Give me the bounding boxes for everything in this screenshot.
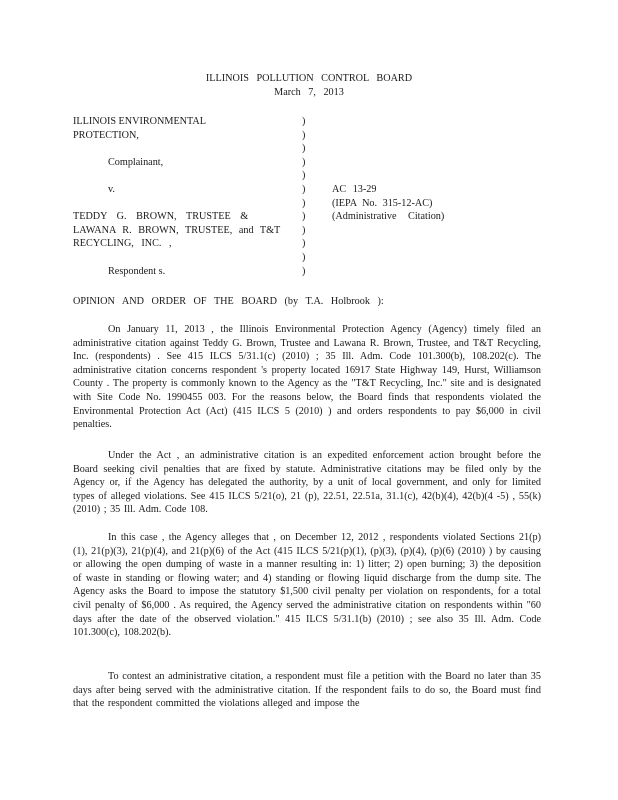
body-paragraph [73, 323, 541, 432]
paren: ) [302, 116, 306, 127]
body-paragraph [73, 670, 541, 711]
paragraph-text: In this case , the Agency alleges that , on December 12, 2012 , respondents violated Sections 21(p)(1), 21(p)(3), 21(p)(4), and 21(p)(6) of the Act (415 ILCS 5/21(p)(1), (p)(3), (p)(4), (p)(6) (2010) ) by causing or allowing the open dumping of waste in a manner resulting in: 1) litter; 2) open burning; 3) the deposition of waste in standing or flowing water; and 4) standing or flowing liquid discharge from the dump site. The Agency asks the Board to impose the statutory $1,500 civil penalty per violation on respondents, for a total civil penalty of $6,000 . As required, the Agency served the administrative citation on respondents within "60 days after the date of the observed violation." 415 ILCS 5/31.1(b) (2010) ; see also 35 Ill. Adm. Code 101.300(c), 108.202(b). [73, 532, 541, 639]
iepa-number: (IEPA No. 315-12-AC) [332, 197, 433, 209]
paren: ) [302, 238, 306, 250]
paren: ) [302, 156, 306, 168]
respondent-name: TEDDY G. BROWN, TRUSTEE & [73, 211, 249, 223]
case-identifiers [332, 183, 512, 224]
complainant-role: Complainant, [108, 156, 164, 168]
opinion-date: March 7, 2013 [274, 87, 344, 98]
case-caption [73, 115, 543, 285]
paragraph-text: To contest an administrative citation, a respondent must file a petition with the Board no later than 35 days after being served with the administrative citation. If the respondent fails to do so, the Board must find that the respondent committed the violations alleged and impose the [73, 671, 541, 710]
paren: ) [302, 143, 306, 155]
paren: ) [302, 224, 306, 236]
body-paragraph [73, 531, 541, 640]
versus: v. [108, 183, 115, 195]
respondent-name-cont: LAWANA R. BROWN, TRUSTEE, and T&T [73, 224, 281, 236]
paren: ) [302, 129, 306, 141]
case-number: AC 13-29 [332, 184, 377, 195]
paren: ) [302, 251, 306, 263]
paragraph-text: On January 11, 2013 , the Illinois Environmental Protection Agency (Agency) timely filed an administrative citation against Teddy G. Brown, Trustee and Lawana R. Brown, Trustee, and T&T Recycling, Inc. (respondents) . See 415 ILCS 5/31.1(c) (2010) ; 35 Ill. Adm. Code 101.300(b), 108.202(c). The administrative citation concerns respondent 's property located 16917 State Highway 149, Hurst, Williamson County . The property is commonly known to the Agency as the "T&T Recycling, Inc." site and is designated with Site Code No. 1990455 003. For the reasons below, the Board finds that respondents violated the Environmental Protection Act (Act) (415 ILCS 5 (2010) ) and orders respondents to pay $6,000 in civil penalties. [73, 324, 541, 431]
respondent-role: Respondent s. [108, 265, 166, 277]
paren: ) [302, 183, 306, 195]
caption-parentheses [302, 115, 312, 278]
case-type: (Administrative Citation) [332, 211, 445, 223]
caption-parties [73, 115, 303, 278]
respondent-name-cont: RECYCLING, INC. , [73, 238, 172, 250]
paren: ) [302, 265, 306, 277]
opinion-heading: OPINION AND ORDER OF THE BOARD (by T.A. Holbrook ): [73, 296, 384, 307]
complainant-name: ILLINOIS ENVIRONMENTAL [73, 116, 207, 127]
body-paragraph [73, 449, 541, 517]
paren: ) [302, 211, 306, 223]
paren: ) [302, 170, 306, 182]
paragraph-text: Under the Act , an administrative citation is an expedited enforcement action brought before the Board seeking civil penalties that are fixed by statute. Administrative citations may be filed only by the Agency or, if the Agency has delegated the authority, by a unit of local government, and only for limited types of alleged violations. See 415 ILCS 5/21(o), 21 (p), 22.51, 22.51a, 31.1(c), 42(b)(4), 42(b)(4 -5) , 55(k) (2010) ; 35 Ill. Adm. Code 108. [73, 450, 541, 516]
complainant-name-cont: PROTECTION, [73, 129, 139, 141]
paren: ) [302, 197, 306, 209]
board-title: ILLINOIS POLLUTION CONTROL BOARD [205, 73, 413, 84]
